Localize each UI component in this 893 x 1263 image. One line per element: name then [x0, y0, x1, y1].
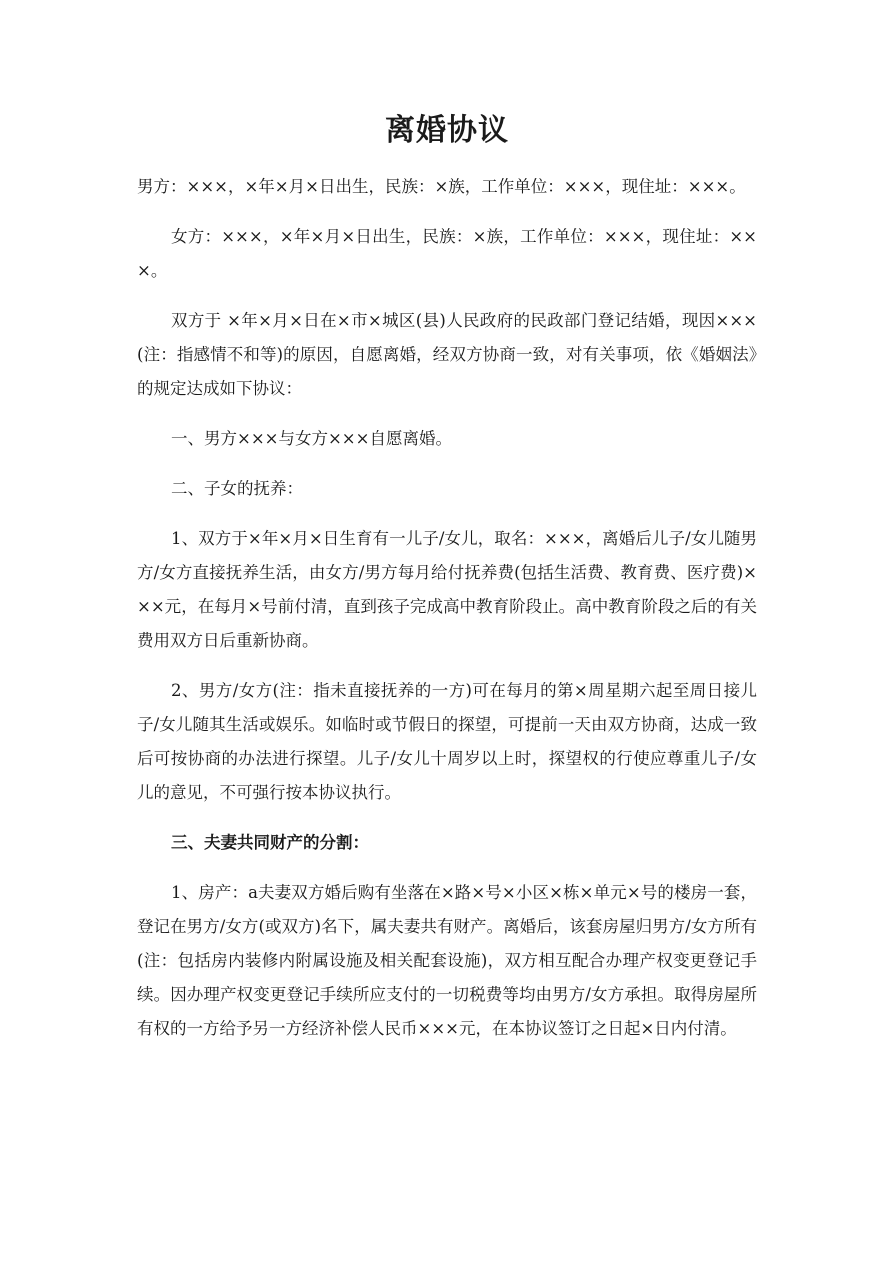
clause-property-division-heading: 三、夫妻共同财产的分割：	[171, 833, 369, 852]
paragraph-male-party: 男方：×××，×年×月×日出生，民族：×族，工作单位：×××，现住址：×××。	[137, 177, 746, 196]
document-title: 离婚协议	[385, 113, 509, 148]
clause-child-support: 1、双方于×年×月×日生育有一儿子/女儿，取名：×××，离婚后儿子/女儿随男方/女方直接抚养生活，由女方/男方每月给付抚养费(包括生活费、教育费、医疗费)×××元，在每月×号前付清，直到孩子完成高中教育阶段止。高中教育阶段之后的有关费用双方日后重新协商。	[137, 529, 757, 650]
clause-visitation: 2、男方/女方(注：指未直接抚养的一方)可在每月的第×周星期六起至周日接儿子/女儿随其生活或娱乐。如临时或节假日的探望，可提前一天由双方协商，达成一致后可按协商的办法进行探望。儿子/女儿十周岁以上时，探望权的行使应尊重儿子/女儿的意见，不可强行按本协议执行。	[137, 681, 757, 802]
paragraph-female-party: 女方：×××，×年×月×日出生，民族：×族，工作单位：×××，现住址：×××。	[137, 227, 757, 280]
clause-real-estate: 1、房产：a夫妻双方婚后购有坐落在×路×号×小区×栋×单元×号的楼房一套，登记在男方/女方(或双方)名下，属夫妻共有财产。离婚后，该套房屋归男方/女方所有(注：包括房内装修内附属设施及相关配套设施)，双方相互配合办理产权变更登记手续。因办理产权变更登记手续所应支付的一切税费等均由男方/女方承担。取得房屋所有权的一方给予另一方经济补偿人民币×××元，在本协议签订之日起×日内付清。	[137, 883, 757, 1038]
paragraph-marriage-background: 双方于 ×年×月×日在×市×城区(县)人民政府的民政部门登记结婚，现因×××(注：指感情不和等)的原因，自愿离婚，经双方协商一致，对有关事项，依《婚姻法》的规定达成如下协议：	[137, 311, 757, 398]
document-page	[137, 108, 757, 1062]
clause-child-custody-heading: 二、子女的抚养：	[171, 479, 303, 498]
clause-voluntary-divorce: 一、男方×××与女方×××自愿离婚。	[171, 429, 452, 448]
